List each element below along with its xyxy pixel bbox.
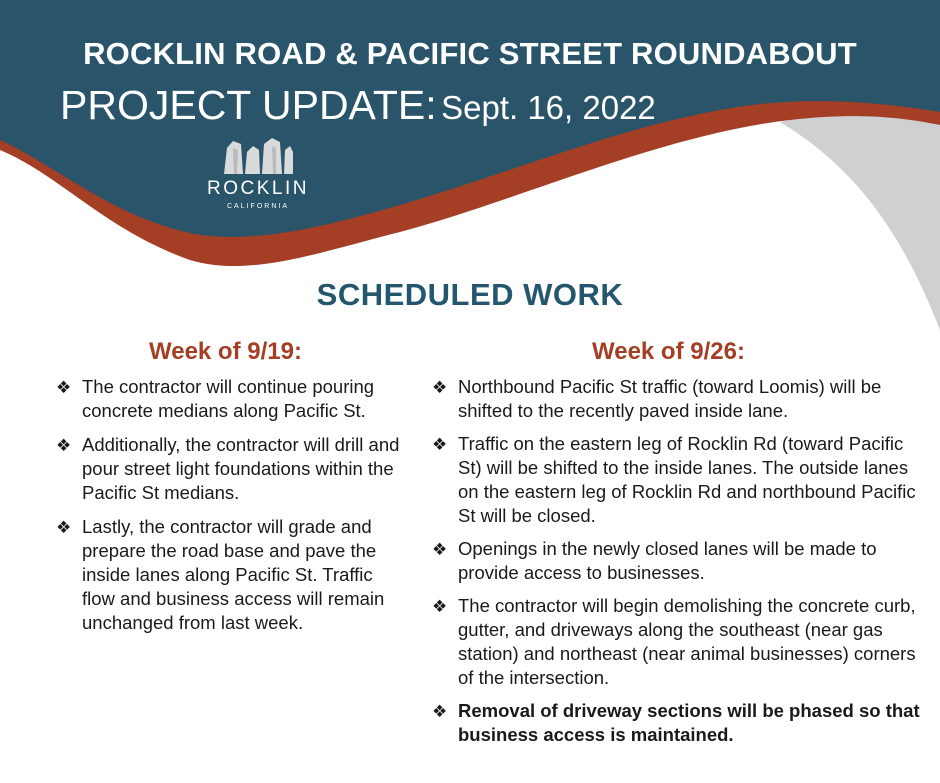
list-item xyxy=(432,375,922,423)
list-item-text: The contractor will begin demolishing the concrete curb, gutter, and driveways along the southeast (near gas station) and northeast (near animal businesses) corners of the intersection. xyxy=(458,595,916,688)
diamond-bullet-icon: ❖ xyxy=(432,540,448,559)
project-update-line xyxy=(60,82,656,129)
diamond-bullet-icon: ❖ xyxy=(56,378,72,397)
list-item-text: Openings in the newly closed lanes will be made to provide access to businesses. xyxy=(458,538,877,583)
diamond-bullet-icon: ❖ xyxy=(432,435,448,454)
logo-subtitle: CALIFORNIA xyxy=(226,203,289,210)
week-9-19-list xyxy=(56,375,401,645)
list-item xyxy=(432,432,922,528)
list-item-text: Lastly, the contractor will grade and prepare the road base and pave the inside lanes along Pacific St. Traffic flow and business access will remain unchanged from last week. xyxy=(82,516,385,633)
list-item-text: Removal of driveway sections will be phased so that business access is maintained. xyxy=(458,700,920,745)
week-heading-9-19: Week of 9/19: xyxy=(149,338,302,365)
diamond-bullet-icon: ❖ xyxy=(432,378,448,397)
list-item xyxy=(432,594,922,690)
diamond-bullet-icon: ❖ xyxy=(432,702,448,721)
list-item-text: The contractor will continue pouring concrete medians along Pacific St. xyxy=(82,376,375,421)
project-update-label: PROJECT UPDATE: xyxy=(60,82,437,128)
diamond-bullet-icon: ❖ xyxy=(56,518,72,537)
list-item-text: Northbound Pacific St traffic (toward Loomis) will be shifted to the recently paved inside lane. xyxy=(458,376,882,421)
rocklin-logo xyxy=(198,138,318,210)
section-title: SCHEDULED WORK xyxy=(316,277,624,312)
week-heading-9-26: Week of 9/26: xyxy=(592,338,745,365)
list-item xyxy=(56,433,401,505)
list-item-text: Traffic on the eastern leg of Rocklin Rd (toward Pacific St) will be shifted to the inside lanes. The outside lanes on the eastern leg of Rocklin Rd and northbound Pacific St will be closed. xyxy=(458,433,916,526)
diamond-bullet-icon: ❖ xyxy=(432,597,448,616)
list-item xyxy=(56,375,401,423)
logo-name: ROCKLIN xyxy=(207,178,309,199)
list-item xyxy=(432,537,922,585)
update-date: Sept. 16, 2022 xyxy=(441,89,656,126)
diamond-bullet-icon: ❖ xyxy=(56,436,72,455)
rock-formation-icon xyxy=(222,138,294,174)
list-item xyxy=(432,699,922,747)
list-item xyxy=(56,515,401,635)
project-title: ROCKLIN ROAD & PACIFIC STREET ROUNDABOUT xyxy=(83,36,857,71)
week-9-26-list xyxy=(432,375,922,756)
list-item-text: Additionally, the contractor will drill and pour street light foundations within the Pacific St medians. xyxy=(82,434,400,503)
